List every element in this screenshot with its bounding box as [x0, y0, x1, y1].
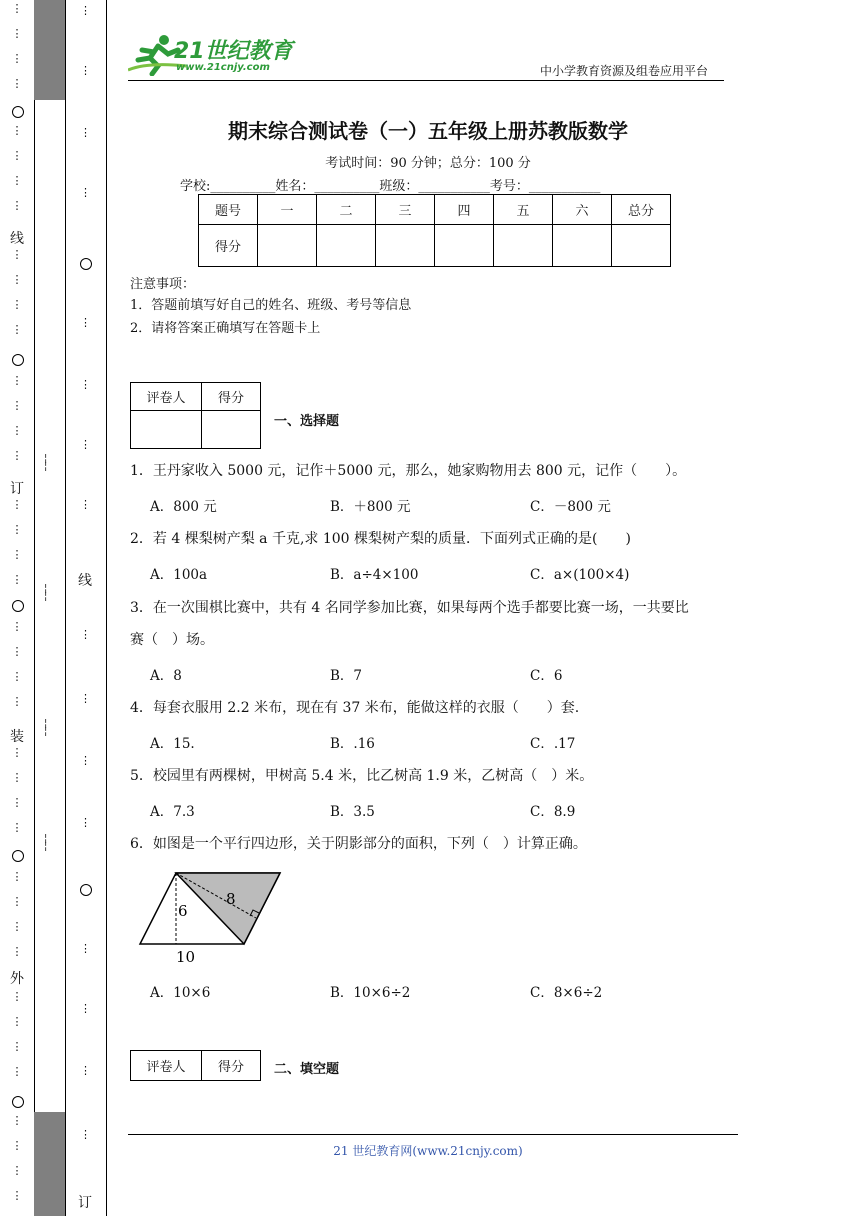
- dot-separator: ⋮: [11, 1015, 23, 1028]
- dot-separator: ⋮: [11, 27, 23, 40]
- footer-rule: [128, 1134, 738, 1135]
- binding-hole-circle: [12, 1096, 24, 1108]
- question-3: 3．在一次围棋比赛中，共有 4 名同学参加比赛，如果每两个选手都要比赛一场，一共要比: [130, 600, 689, 616]
- dot-separator: ⋮: [80, 1064, 91, 1077]
- question-1: 1．王丹家收入 5000 元，记作＋5000 元，那么，她家购物用去 800 元，记作（ ）。: [130, 463, 687, 479]
- dot-separator: ⋮: [11, 77, 23, 90]
- dot-separator: ⋮: [11, 573, 23, 586]
- dot-separator: ⋮: [11, 424, 23, 437]
- dot-separator: ⋮: [11, 374, 23, 387]
- dashes: ¦ ¦: [44, 833, 48, 852]
- notes-title: 注意事项：: [130, 277, 196, 292]
- question-5: 5．校园里有两棵树，甲树高 5.4 米，比乙树高 1.9 米，乙树高（ ）米。: [130, 768, 594, 784]
- score-header-cell: 二: [317, 195, 376, 225]
- score-cell[interactable]: [258, 225, 317, 267]
- option-a[interactable]: A．7.3: [150, 804, 195, 820]
- dot-separator: ⋮: [11, 124, 23, 137]
- dot-separator: ⋮: [11, 1164, 23, 1177]
- platform-name: 中小学教育资源及组卷应用平台: [540, 64, 709, 78]
- dot-separator: ⋮: [11, 796, 23, 809]
- margin-border-2: [65, 0, 66, 1216]
- dot-separator: ⋮: [11, 523, 23, 536]
- dot-separator: ⋮: [11, 1189, 23, 1202]
- figure-label-8: 8: [226, 890, 236, 908]
- score-cell[interactable]: [494, 225, 553, 267]
- dot-separator: ⋮: [80, 438, 91, 451]
- option-c[interactable]: C．8×6÷2: [530, 985, 603, 1001]
- grader-label: 评卷人: [131, 1051, 202, 1081]
- dot-separator: ⋮: [11, 449, 23, 462]
- option-c[interactable]: C．6: [530, 668, 563, 684]
- score-header-cell: 四: [435, 195, 494, 225]
- note-item: 2．请将答案正确填写在答题卡上: [130, 321, 321, 336]
- dot-separator: ⋮: [11, 399, 23, 412]
- score-cell[interactable]: [553, 225, 612, 267]
- score-table-header-row: [199, 195, 671, 225]
- option-a[interactable]: A．800 元: [150, 499, 217, 515]
- question-3-cont: 赛（ ）场。: [130, 632, 214, 648]
- dot-separator: ⋮: [80, 498, 91, 511]
- option-c[interactable]: C．－800 元: [530, 499, 611, 515]
- dot-separator: ⋮: [11, 174, 23, 187]
- dot-separator: ⋮: [80, 126, 91, 139]
- score-header-cell: 六: [553, 195, 612, 225]
- score-table: [198, 194, 671, 267]
- dot-separator: ⋮: [80, 816, 91, 829]
- score-row-label: 得分: [199, 225, 258, 267]
- grader-cell[interactable]: [131, 411, 202, 449]
- score-label: 得分: [202, 383, 261, 411]
- option-b[interactable]: B．a÷4×100: [330, 567, 419, 583]
- figure-label-10: 10: [176, 948, 196, 966]
- dot-separator: ⋮: [11, 821, 23, 834]
- inner-label-xian: 线: [78, 573, 92, 589]
- dot-separator: ⋮: [11, 670, 23, 683]
- logo-text: 21世纪教育: [174, 39, 293, 64]
- dot-separator: ⋮: [11, 498, 23, 511]
- dot-separator: ⋮: [11, 1139, 23, 1152]
- student-info-line: 学校:__________姓名：__________班级：___________考号：___________: [180, 179, 601, 194]
- dot-separator: ⋮: [11, 323, 23, 336]
- figure-label-6: 6: [178, 902, 188, 920]
- dot-separator: ⋮: [11, 2, 23, 15]
- option-b[interactable]: B．10×6÷2: [330, 985, 411, 1001]
- dot-separator: ⋮: [11, 620, 23, 633]
- dashes: ¦ ¦: [44, 583, 48, 602]
- site-logo: [128, 32, 318, 76]
- score-cell[interactable]: [435, 225, 494, 267]
- score-cell[interactable]: [376, 225, 435, 267]
- dot-separator: ⋮: [80, 628, 91, 641]
- option-c[interactable]: C．.17: [530, 736, 576, 752]
- exam-info: 考试时间：90 分钟；总分：100 分: [325, 156, 531, 171]
- dot-separator: ⋮: [80, 754, 91, 767]
- section-heading-2: 二、填空题: [274, 1062, 340, 1077]
- dot-separator: ⋮: [11, 920, 23, 933]
- grader-box-2: [130, 1050, 261, 1081]
- section-heading: 一、选择题: [274, 414, 340, 429]
- dashes: ¦ ¦: [44, 453, 48, 472]
- binding-hole-circle: [12, 600, 24, 612]
- dot-separator: ⋮: [11, 1040, 23, 1053]
- dot-separator: ⋮: [11, 52, 23, 65]
- dot-separator: ⋮: [80, 1002, 91, 1015]
- header-rule: [128, 80, 724, 81]
- question-4: 4．每套衣服用 2.2 米布，现在有 37 米布，能做这样的衣服（ ）套.: [130, 700, 580, 716]
- dot-separator: ⋮: [11, 1114, 23, 1127]
- binding-hole-circle: [12, 354, 24, 366]
- dot-separator: ⋮: [11, 990, 23, 1003]
- option-a[interactable]: A．8: [150, 668, 182, 684]
- dot-separator: ⋮: [80, 4, 91, 17]
- footer-link[interactable]: 21 世纪教育网(www.21cnjy.com): [333, 1144, 523, 1158]
- score-cell[interactable]: [202, 411, 261, 449]
- dot-separator: ⋮: [11, 548, 23, 561]
- dot-separator: ⋮: [80, 692, 91, 705]
- dot-separator: ⋮: [11, 298, 23, 311]
- dot-separator: ⋮: [80, 64, 91, 77]
- margin-border: [34, 0, 35, 1216]
- dashes: ¦ ¦: [44, 718, 48, 737]
- score-header-cell: 三: [376, 195, 435, 225]
- margin-label-zhuang: 装: [10, 729, 24, 745]
- option-b[interactable]: B．7: [330, 668, 363, 684]
- margin-label-ding: 订: [10, 481, 24, 497]
- inner-hole-circle: [80, 258, 92, 270]
- note-item: 1．答题前填写好自己的姓名、班级、考号等信息: [130, 298, 412, 313]
- option-b[interactable]: B．＋800 元: [330, 499, 411, 515]
- score-table-score-row: [199, 225, 671, 267]
- dot-separator: ⋮: [11, 645, 23, 658]
- margin-border-3: [106, 0, 107, 1216]
- grey-band-top: [34, 0, 65, 100]
- dot-separator: ⋮: [11, 895, 23, 908]
- score-label: 得分: [202, 1051, 261, 1081]
- grader-label: 评卷人: [131, 383, 202, 411]
- dot-separator: ⋮: [80, 186, 91, 199]
- logo-url: www.21cnjy.com: [176, 62, 270, 73]
- score-header-cell: 一: [258, 195, 317, 225]
- dot-separator: ⋮: [11, 273, 23, 286]
- dot-separator: ⋮: [11, 771, 23, 784]
- dot-separator: ⋮: [11, 870, 23, 883]
- score-header-cell: 题号: [199, 195, 258, 225]
- dot-separator: ⋮: [80, 1128, 91, 1141]
- score-cell[interactable]: [317, 225, 376, 267]
- dot-separator: ⋮: [80, 378, 91, 391]
- binding-hole-circle: [12, 850, 24, 862]
- dot-separator: ⋮: [11, 199, 23, 212]
- dot-separator: ⋮: [11, 1065, 23, 1078]
- option-b[interactable]: B．.16: [330, 736, 375, 752]
- margin-label-xian: 线: [10, 231, 24, 247]
- dot-separator: ⋮: [11, 746, 23, 759]
- option-c[interactable]: C．8.9: [530, 804, 576, 820]
- option-a[interactable]: A．10×6: [150, 985, 211, 1001]
- score-header-cell: 五: [494, 195, 553, 225]
- option-a[interactable]: A．100a: [150, 567, 208, 583]
- binding-hole-circle: [12, 106, 24, 118]
- grey-band-bottom: [34, 1112, 65, 1216]
- dot-separator: ⋮: [11, 248, 23, 261]
- dot-separator: ⋮: [80, 942, 91, 955]
- option-b[interactable]: B．3.5: [330, 804, 375, 820]
- question-2: 2．若 4 棵梨树产梨 a 千克,求 100 棵梨树产梨的质量．下面列式正确的是( ): [130, 531, 631, 547]
- score-cell[interactable]: [612, 225, 671, 267]
- dot-separator: ⋮: [11, 149, 23, 162]
- dot-separator: ⋮: [11, 695, 23, 708]
- option-c[interactable]: C．a×(100×4): [530, 567, 630, 583]
- question-6: 6．如图是一个平行四边形，关于阴影部分的面积，下列（ ）计算正确。: [130, 836, 587, 852]
- dot-separator: ⋮: [80, 316, 91, 329]
- dot-separator: ⋮: [11, 945, 23, 958]
- grader-box: [130, 382, 261, 449]
- margin-label-wai: 外: [10, 971, 24, 987]
- option-a[interactable]: A．15.: [150, 736, 195, 752]
- score-header-cell: 总分: [612, 195, 671, 225]
- inner-hole-circle: [80, 884, 92, 896]
- parallelogram-figure: [136, 866, 286, 966]
- exam-title: 期末综合测试卷（一）五年级上册苏教版数学: [228, 119, 628, 143]
- inner-label-ding: 订: [78, 1195, 92, 1211]
